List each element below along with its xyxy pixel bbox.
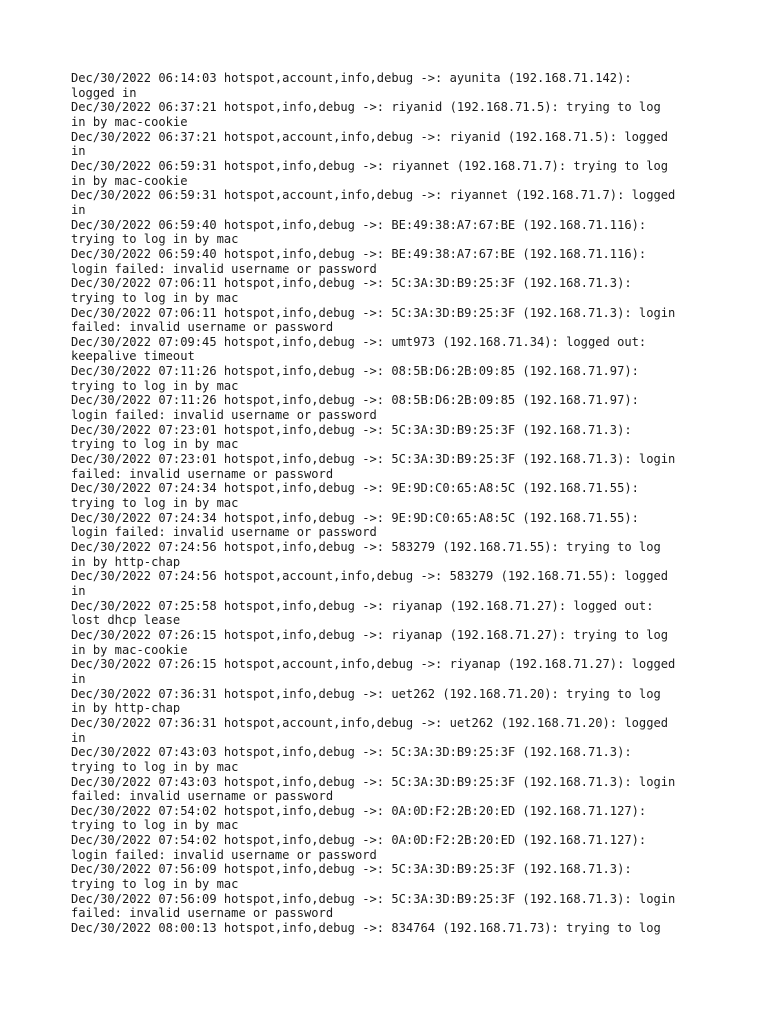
- log-line: Dec/30/2022 06:59:31 hotspot,account,info,debug ->: riyannet (192.168.71.7): logged: [71, 188, 676, 203]
- log-line: logged in: [71, 85, 137, 100]
- log-text-block: [71, 71, 711, 936]
- log-line: failed: invalid username or password: [71, 789, 334, 804]
- log-line: in by http-chap: [71, 701, 181, 716]
- log-line: Dec/30/2022 07:09:45 hotspot,info,debug ->: umt973 (192.168.71.34): logged out:: [71, 334, 647, 349]
- log-line: Dec/30/2022 06:59:40 hotspot,info,debug ->: BE:49:38:A7:67:BE (192.168.71.116):: [71, 246, 647, 261]
- log-line: failed: invalid username or password: [71, 320, 334, 335]
- log-line: trying to log in by mac: [71, 877, 239, 892]
- log-line: in: [71, 202, 86, 217]
- log-line: trying to log in by mac: [71, 759, 239, 774]
- log-line: Dec/30/2022 07:43:03 hotspot,info,debug ->: 5C:3A:3D:B9:25:3F (192.168.71.3): login: [71, 774, 676, 789]
- log-line: Dec/30/2022 07:56:09 hotspot,info,debug ->: 5C:3A:3D:B9:25:3F (192.168.71.3): login: [71, 891, 676, 906]
- log-line: Dec/30/2022 07:23:01 hotspot,info,debug ->: 5C:3A:3D:B9:25:3F (192.168.71.3): login: [71, 452, 676, 467]
- log-line: trying to log in by mac: [71, 378, 239, 393]
- log-line: Dec/30/2022 07:54:02 hotspot,info,debug ->: 0A:0D:F2:2B:20:ED (192.168.71.127):: [71, 833, 647, 848]
- log-line: Dec/30/2022 07:23:01 hotspot,info,debug ->: 5C:3A:3D:B9:25:3F (192.168.71.3):: [71, 422, 632, 437]
- log-line: in: [71, 583, 86, 598]
- log-line: trying to log in by mac: [71, 290, 239, 305]
- log-line: Dec/30/2022 07:43:03 hotspot,info,debug ->: 5C:3A:3D:B9:25:3F (192.168.71.3):: [71, 745, 632, 760]
- log-line: in by mac-cookie: [71, 114, 188, 129]
- log-line: Dec/30/2022 07:11:26 hotspot,info,debug ->: 08:5B:D6:2B:09:85 (192.168.71.97):: [71, 393, 639, 408]
- log-line: failed: invalid username or password: [71, 466, 334, 481]
- log-line: keepalive timeout: [71, 349, 195, 364]
- log-line: Dec/30/2022 07:11:26 hotspot,info,debug ->: 08:5B:D6:2B:09:85 (192.168.71.97):: [71, 364, 639, 379]
- log-line: Dec/30/2022 07:24:56 hotspot,account,info,debug ->: 583279 (192.168.71.55): logged: [71, 569, 669, 584]
- log-line: login failed: invalid username or password: [71, 408, 377, 423]
- log-line: Dec/30/2022 07:36:31 hotspot,info,debug ->: uet262 (192.168.71.20): trying to log: [71, 686, 661, 701]
- log-line: in: [71, 144, 86, 159]
- log-line: in by mac-cookie: [71, 642, 188, 657]
- log-line: Dec/30/2022 07:24:34 hotspot,info,debug ->: 9E:9D:C0:65:A8:5C (192.168.71.55):: [71, 481, 639, 496]
- log-line: Dec/30/2022 07:26:15 hotspot,info,debug ->: riyanap (192.168.71.27): trying to log: [71, 627, 669, 642]
- log-line: in by http-chap: [71, 554, 181, 569]
- log-line: Dec/30/2022 07:24:34 hotspot,info,debug ->: 9E:9D:C0:65:A8:5C (192.168.71.55):: [71, 510, 639, 525]
- log-line: Dec/30/2022 07:26:15 hotspot,account,info,debug ->: riyanap (192.168.71.27): logged: [71, 657, 676, 672]
- log-line: login failed: invalid username or password: [71, 261, 377, 276]
- log-line: Dec/30/2022 06:14:03 hotspot,account,info,debug ->: ayunita (192.168.71.142):: [71, 71, 632, 85]
- log-line: trying to log in by mac: [71, 818, 239, 833]
- log-line: Dec/30/2022 07:06:11 hotspot,info,debug ->: 5C:3A:3D:B9:25:3F (192.168.71.3):: [71, 276, 632, 291]
- log-line: in: [71, 671, 86, 686]
- log-line: trying to log in by mac: [71, 232, 239, 247]
- log-line: Dec/30/2022 06:59:31 hotspot,info,debug ->: riyannet (192.168.71.7): trying to log: [71, 158, 669, 173]
- log-line: Dec/30/2022 07:25:58 hotspot,info,debug ->: riyanap (192.168.71.27): logged out:: [71, 598, 654, 613]
- log-line: lost dhcp lease: [71, 613, 181, 628]
- log-line: Dec/30/2022 06:37:21 hotspot,info,debug ->: riyanid (192.168.71.5): trying to log: [71, 100, 661, 115]
- log-line: Dec/30/2022 07:56:09 hotspot,info,debug ->: 5C:3A:3D:B9:25:3F (192.168.71.3):: [71, 862, 632, 877]
- log-line: Dec/30/2022 06:59:40 hotspot,info,debug ->: BE:49:38:A7:67:BE (192.168.71.116):: [71, 217, 647, 232]
- log-line: Dec/30/2022 07:06:11 hotspot,info,debug ->: 5C:3A:3D:B9:25:3F (192.168.71.3): login: [71, 305, 676, 320]
- log-line: trying to log in by mac: [71, 496, 239, 511]
- log-line: in by mac-cookie: [71, 173, 188, 188]
- log-line: login failed: invalid username or password: [71, 525, 377, 540]
- log-line: Dec/30/2022 07:36:31 hotspot,account,info,debug ->: uet262 (192.168.71.20): logged: [71, 715, 669, 730]
- log-line: Dec/30/2022 07:24:56 hotspot,info,debug ->: 583279 (192.168.71.55): trying to log: [71, 540, 661, 554]
- log-line: trying to log in by mac: [71, 437, 239, 452]
- log-line: Dec/30/2022 07:54:02 hotspot,info,debug ->: 0A:0D:F2:2B:20:ED (192.168.71.127):: [71, 803, 647, 818]
- log-line: Dec/30/2022 06:37:21 hotspot,account,info,debug ->: riyanid (192.168.71.5): logged: [71, 129, 669, 144]
- log-line: login failed: invalid username or password: [71, 847, 377, 862]
- log-line: in: [71, 730, 86, 745]
- log-line: Dec/30/2022 08:00:13 hotspot,info,debug ->: 834764 (192.168.71.73): trying to log: [71, 921, 661, 936]
- log-line: failed: invalid username or password: [71, 906, 334, 921]
